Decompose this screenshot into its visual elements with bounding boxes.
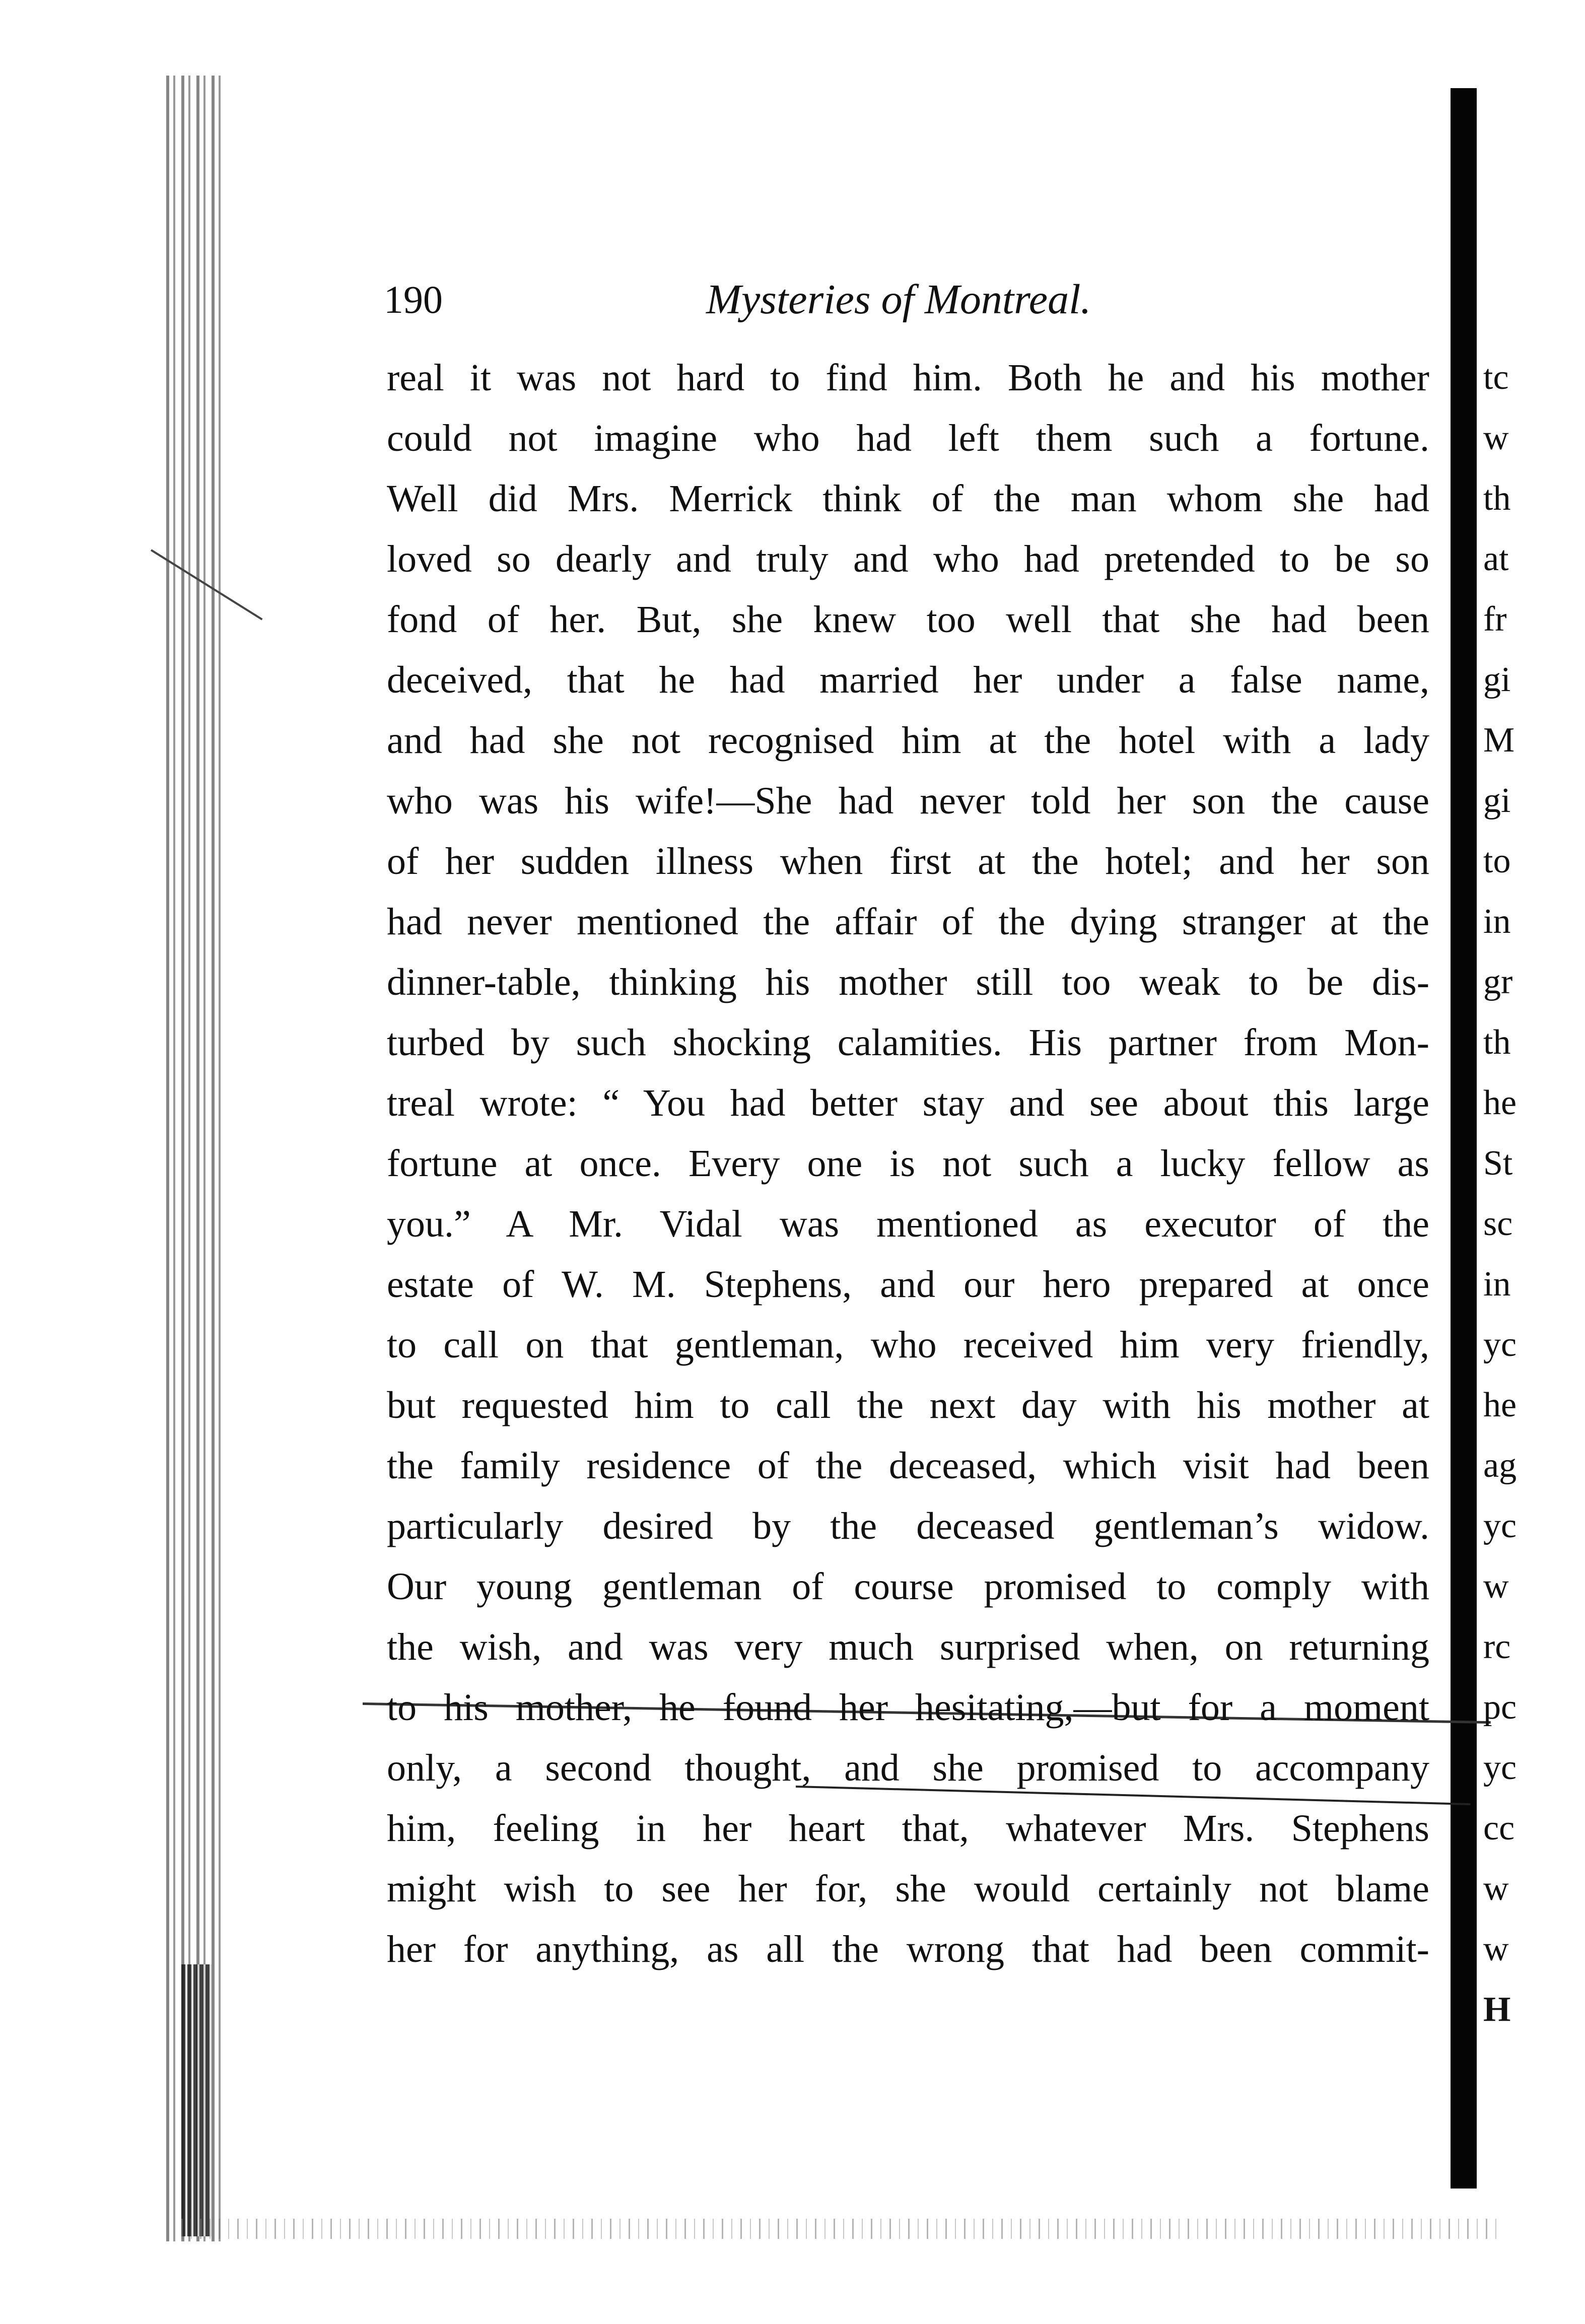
- next-page-fragment: w: [1483, 419, 1509, 457]
- text-line: to call on that gentleman, who received him very friendly,: [387, 1324, 1429, 1366]
- text-line: only, a second thought, and she promised to accompany: [387, 1747, 1429, 1789]
- page-number: 190: [384, 278, 443, 321]
- next-page-fragment: w: [1483, 1567, 1509, 1606]
- text-line: you.” A Mr. Vidal was mentioned as executor of the: [387, 1203, 1429, 1245]
- next-page-fragment: sc: [1483, 1204, 1513, 1243]
- text-line: her for anything, as all the wrong that had been commit-: [387, 1928, 1429, 1970]
- text-line: Our young gentleman of course promised to comply with: [387, 1565, 1429, 1608]
- next-page-fragment: w: [1483, 1869, 1509, 1908]
- text-line: and had she not recognised him at the hotel with a lady: [387, 719, 1429, 762]
- page-gutter-shadow: [1451, 88, 1477, 2189]
- text-line: of her sudden illness when first at the hotel; and her son: [387, 840, 1429, 882]
- next-page-fragment: fr: [1483, 600, 1507, 639]
- binding-dark-edge: [181, 1964, 212, 2236]
- page-header: [384, 275, 1436, 330]
- text-line: turbed by such shocking calamities. His partner from Mon-: [387, 1021, 1429, 1064]
- text-line: might wish to see her for, she would certainly not blame: [387, 1868, 1429, 1910]
- next-page-fragment: yc: [1483, 1325, 1517, 1364]
- running-title: Mysteries of Montreal.: [706, 276, 1091, 323]
- next-page-fragment: St: [1483, 1144, 1513, 1183]
- text-line: estate of W. M. Stephens, and our hero prepared at once: [387, 1263, 1429, 1306]
- text-line: the wish, and was very much surprised when, on returning: [387, 1626, 1429, 1668]
- next-page-fragment: to: [1483, 842, 1511, 880]
- next-page-fragment: w: [1483, 1930, 1509, 1968]
- next-page-fragment: th: [1483, 1023, 1511, 1062]
- next-page-fragment: gi: [1483, 781, 1511, 820]
- next-page-fragment: he: [1483, 1386, 1517, 1424]
- next-page-fragment: in: [1483, 902, 1511, 941]
- text-line: who was his wife!—She had never told her son the cause: [387, 780, 1429, 822]
- next-page-fragment: he: [1483, 1083, 1517, 1122]
- text-line: Well did Mrs. Merrick think of the man whom she had: [387, 477, 1429, 520]
- text-line: but requested him to call the next day with his mother at: [387, 1384, 1429, 1426]
- next-page-fragment: gi: [1483, 660, 1511, 699]
- next-page-fragment-column: [1483, 348, 1579, 2040]
- text-line: had never mentioned the affair of the dying stranger at the: [387, 901, 1429, 943]
- next-page-fragment: ag: [1483, 1446, 1517, 1485]
- next-page-fragment: tc: [1483, 358, 1509, 397]
- next-page-fragment: gr: [1483, 963, 1513, 1001]
- text-line: fond of her. But, she knew too well that she had been: [387, 598, 1429, 641]
- text-line: to his mother, he found her hesitating,—but for a moment: [387, 1686, 1429, 1729]
- text-line: dinner-table, thinking his mother still too weak to be dis-: [387, 961, 1429, 1003]
- next-page-fragment: yc: [1483, 1748, 1517, 1787]
- text-line: particularly desired by the deceased gentleman’s widow.: [387, 1505, 1429, 1547]
- text-line: fortune at once. Every one is not such a lucky fellow as: [387, 1142, 1429, 1185]
- text-line: could not imagine who had left them such a fortune.: [387, 417, 1429, 459]
- body-text: [387, 348, 1429, 1979]
- next-page-fragment: yc: [1483, 1507, 1517, 1545]
- text-line: treal wrote: “ You had better stay and see about this large: [387, 1082, 1429, 1124]
- next-page-fragment: th: [1483, 479, 1511, 518]
- next-page-fragment: H: [1483, 1990, 1511, 2029]
- next-page-fragment: rc: [1483, 1627, 1511, 1666]
- text-line: deceived, that he had married her under a false name,: [387, 659, 1429, 701]
- text-line: the family residence of the deceased, which visit had been: [387, 1445, 1429, 1487]
- next-page-fragment: in: [1483, 1265, 1511, 1304]
- text-line: loved so dearly and truly and who had pretended to be so: [387, 538, 1429, 580]
- text-line: him, feeling in her heart that, whatever Mrs. Stephens: [387, 1807, 1429, 1850]
- text-line: real it was not hard to find him. Both he and his mother: [387, 357, 1429, 399]
- next-page-fragment: at: [1483, 539, 1509, 578]
- next-page-fragment: cc: [1483, 1809, 1515, 1848]
- binding-shadow: [166, 76, 222, 2241]
- next-page-fragment: M: [1483, 721, 1515, 760]
- bottom-scan-noise: [181, 2219, 1501, 2239]
- next-page-fragment: pc: [1483, 1688, 1517, 1727]
